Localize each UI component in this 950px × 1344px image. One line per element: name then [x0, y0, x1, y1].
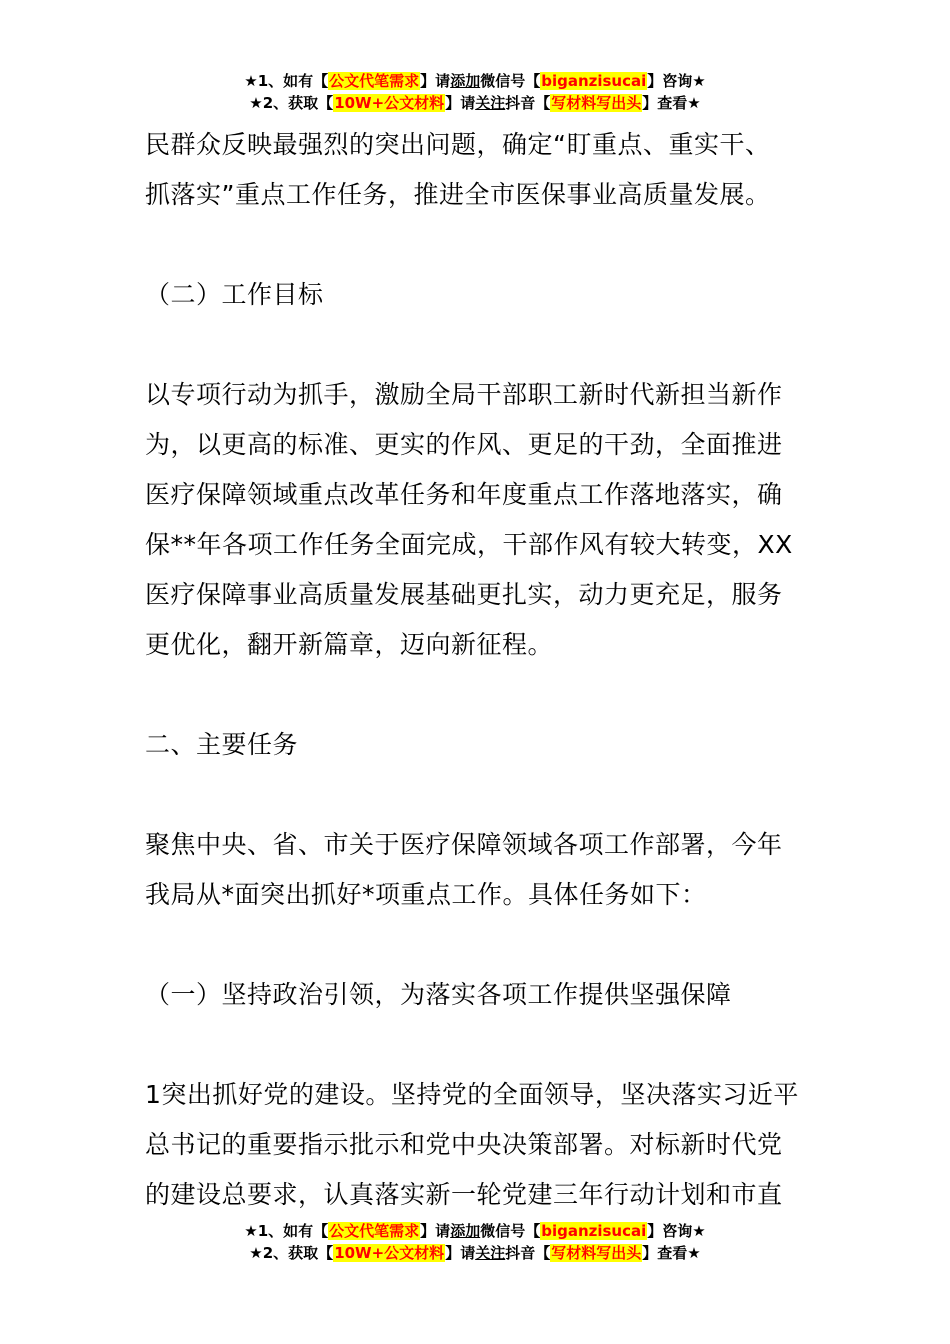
highlight-materials: 10W+公文材料 [334, 94, 445, 112]
paragraph-party-building: 1突出抓好党的建设。坚持党的全面领导，坚决落实习近平 总书记的重要指示批示和党中央决策部署。对标新时代党 的建设总要求，认真落实新一轮党建三年行动计划和市直 [145, 1080, 799, 1209]
highlight-service: 公文代笔需求 [329, 1222, 420, 1240]
section-heading-goals: （二）工作目标 [145, 280, 324, 309]
banner-line-1: ★1、如有【公文代笔需求】请添加微信号【biganzisucai】咨询★ [244, 1222, 706, 1240]
document-body [145, 120, 810, 1220]
header-banner [0, 70, 950, 114]
banner-line-1: ★1、如有【公文代笔需求】请添加微信号【biganzisucai】咨询★ [244, 72, 706, 90]
paragraph-tasks: 聚焦中央、省、市关于医疗保障领域各项工作部署，今年 我局从*面突出抓好*项重点工作。具体任务如下： [145, 830, 783, 909]
footer-banner [0, 1220, 950, 1264]
section-heading-tasks: 二、主要任务 [145, 730, 299, 759]
subheading-political: （一）坚持政治引领，为落实各项工作提供坚强保障 [145, 980, 732, 1009]
highlight-account: 写材料写出头 [551, 1244, 642, 1262]
banner-line-2: ★2、获取【10W+公文材料】请关注抖音【写材料写出头】查看★ [249, 94, 701, 112]
paragraph-intro: 民群众反映最强烈的突出问题，确定“盯重点、重实干、 抓落实”重点工作任务，推进全市医保事业高质量发展。 [145, 130, 771, 209]
paragraph-goals: 以专项行动为抓手，激励全局干部职工新时代新担当新作 为，以更高的标准、更实的作风、更足的干劲，全面推进 医疗保障领域重点改革任务和年度重点工作落地落实，确 保**年各项工作任务全面完成，干部作风有较大转变，XX 医疗保障事业高质量发展基础更扎实，动力更充足，服务 更优化，翻开新篇章，迈向新征程。 [145, 380, 793, 659]
highlight-service: 公文代笔需求 [329, 72, 420, 90]
highlight-materials: 10W+公文材料 [334, 1244, 445, 1262]
highlight-account: 写材料写出头 [551, 94, 642, 112]
highlight-wechat-id: biganzisucai [541, 1222, 647, 1240]
highlight-wechat-id: biganzisucai [541, 72, 647, 90]
banner-line-2: ★2、获取【10W+公文材料】请关注抖音【写材料写出头】查看★ [249, 1244, 701, 1262]
